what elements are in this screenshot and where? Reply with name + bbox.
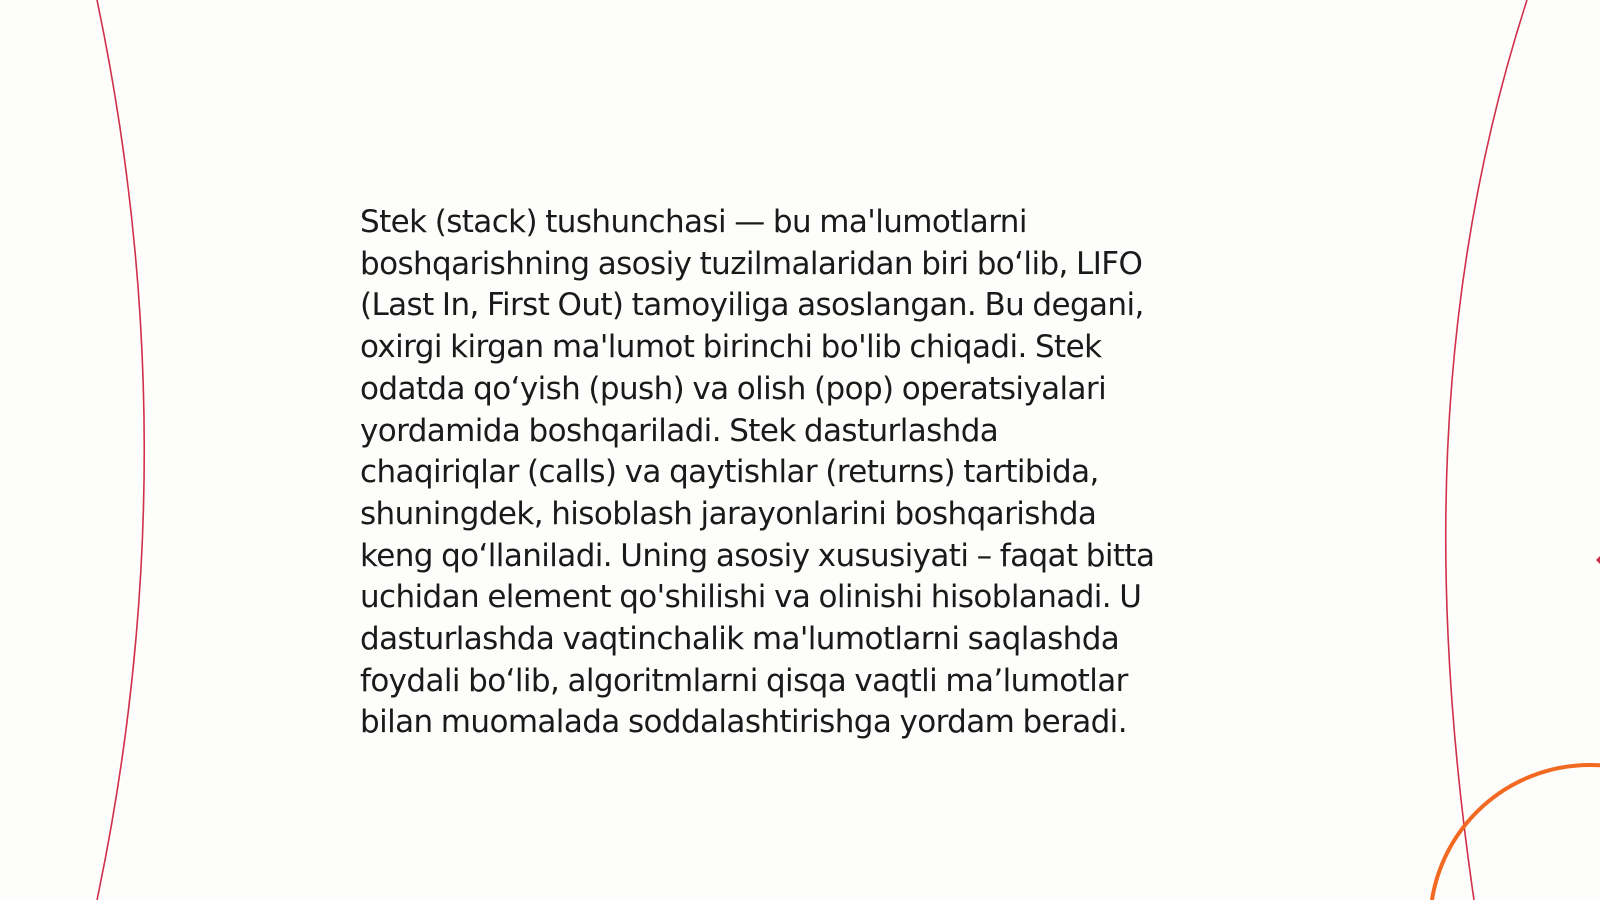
left-curve-line <box>97 0 144 900</box>
orange-accent-arc <box>1430 765 1600 900</box>
paragraph-line: odatda qo‘yish (push) va olish (pop) operatsiyalari <box>360 370 1107 407</box>
paragraph-line: oxirgi kirgan ma'lumot birinchi bo'lib chiqadi. Stek <box>360 329 1102 366</box>
paragraph-line: boshqarishning asosiy tuzilmalaridan biri bo‘lib, LIFO <box>360 245 1143 282</box>
paragraph-line: chaqiriqlar (calls) va qaytishlar (returns) tartibida, <box>360 454 1099 491</box>
right-curve-line <box>1446 0 1527 900</box>
paragraph-line: shuningdek, hisoblash jarayonlarini boshqarishda <box>360 495 1097 532</box>
paragraph-line: keng qo‘llaniladi. Uning asosiy xususiyati – faqat bitta <box>360 537 1155 574</box>
paragraph-line: (Last In, First Out) tamoyiliga asoslangan. Bu degani, <box>360 287 1144 324</box>
body-paragraph <box>360 202 1240 744</box>
paragraph-line: foydali bo‘lib, algoritmlarni qisqa vaqtli ma’lumotlar <box>360 662 1128 699</box>
paragraph-line: dasturlashda vaqtinchalik ma'lumotlarni saqlashda <box>360 621 1120 658</box>
paragraph-line: Stek (stack) tushunchasi — bu ma'lumotlarni <box>360 204 1027 240</box>
paragraph-line: uchidan element qo'shilishi va olinishi hisoblanadi. U <box>360 579 1142 616</box>
paragraph-line: yordamida boshqariladi. Stek dasturlashda <box>360 412 999 449</box>
right-edge-marker <box>1596 556 1600 564</box>
paragraph-line: bilan muomalada soddalashtirishga yordam beradi. <box>360 704 1127 741</box>
